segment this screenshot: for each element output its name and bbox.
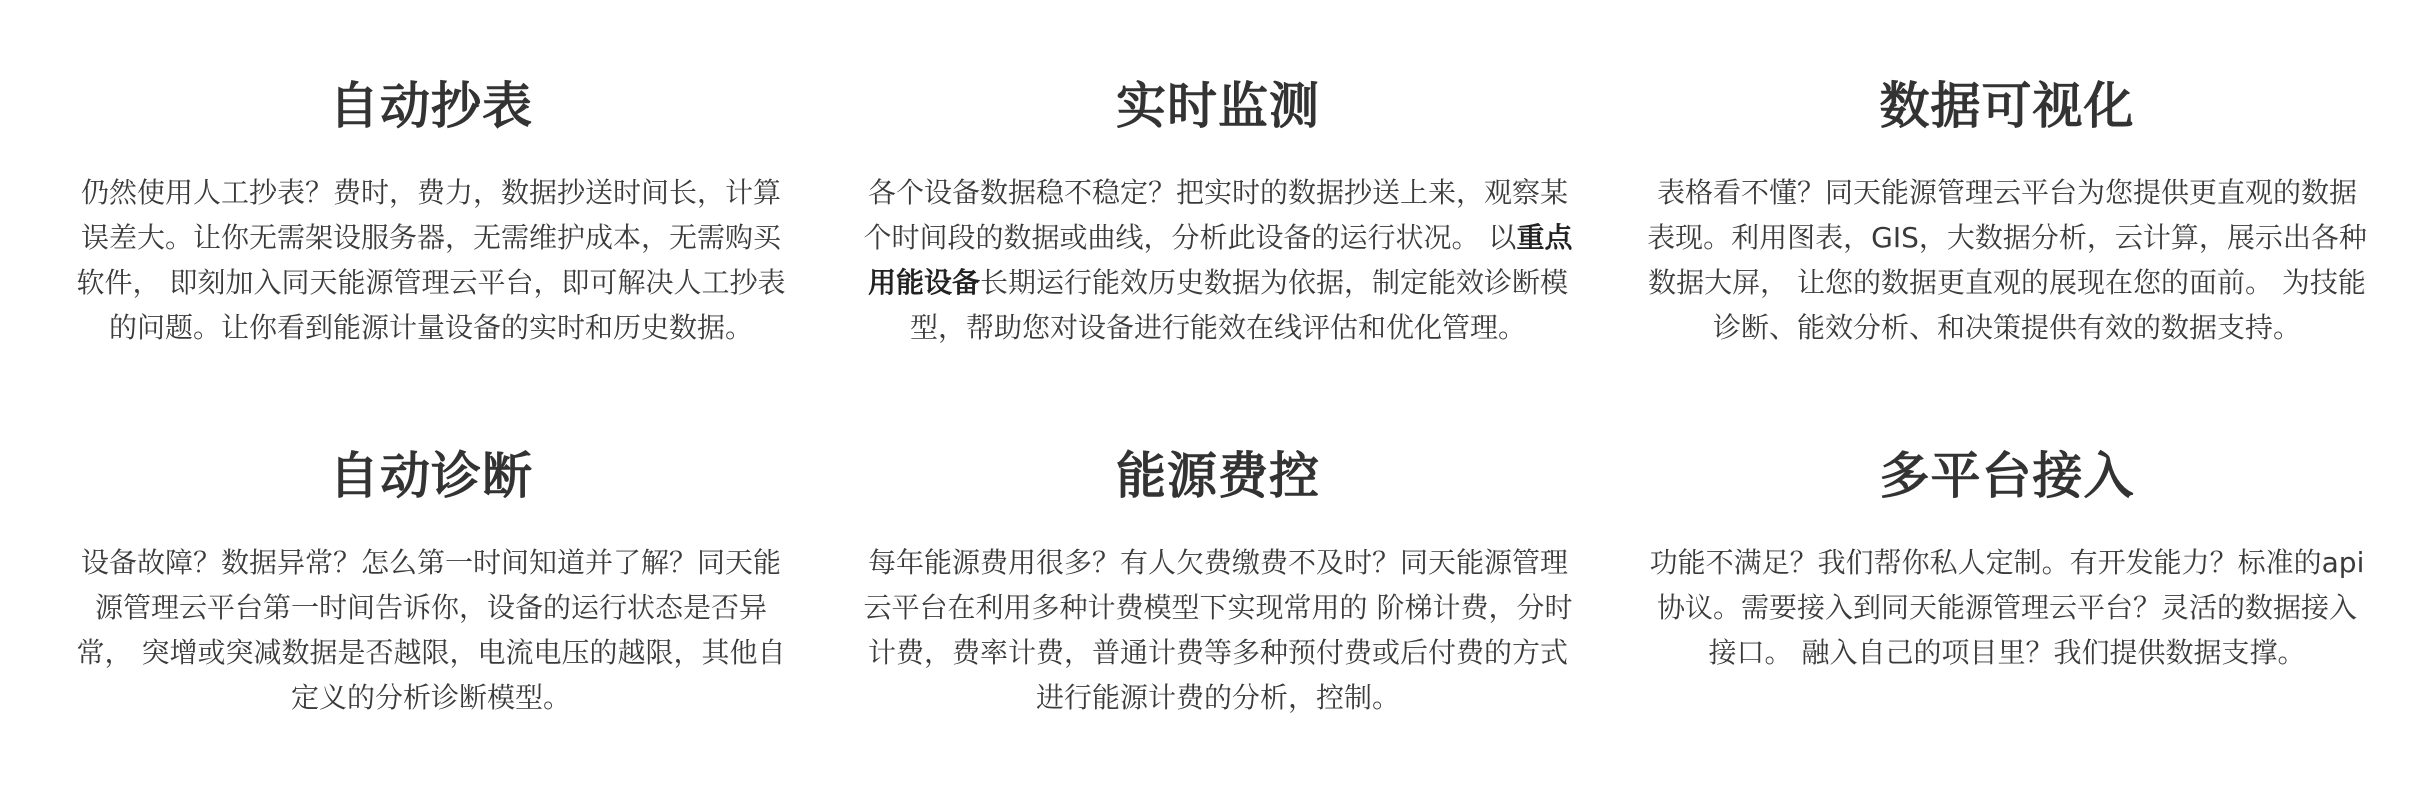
- feature-title: 自动抄表: [329, 77, 533, 135]
- feature-description: 功能不满足？我们帮你私人定制。有开发能力？标准的api协议。需要接入到同天能源管理云平台？灵活的数据接入接口。 融入自己的项目里？我们提供数据支撑。: [1649, 546, 2365, 669]
- feature-title: 多平台接入: [1879, 447, 2135, 505]
- feature-description-text: 长期运行能效历史数据为依据，制定能效诊断模型，帮助您对设备进行能效在线评估和优化管理。: [909, 266, 1569, 344]
- feature-description: 仍然使用人工抄表？费时，费力，数据抄送时间长，计算误差大。让你无需架设服务器，无需维护成本，无需购买软件， 即刻加入同天能源管理云平台，即可解决人工抄表的问题。让你看到能源计量设备的实时和历史数据。: [76, 176, 786, 344]
- feature-title: 数据可视化: [1879, 77, 2135, 135]
- feature-title: 实时监测: [1116, 77, 1320, 135]
- feature-card-realtime-monitoring: [858, 74, 1578, 350]
- feature-description: 表格看不懂？同天能源管理云平台为您提供更直观的数据表现。利用图表，GIS，大数据分析，云计算，展示出各种数据大屏， 让您的数据更直观的展现在您的面前。 为技能诊断、能效分析、和决策提供有效的数据支持。: [1647, 176, 2367, 344]
- feature-description: 每年能源费用很多？有人欠费缴费不及时？同天能源管理云平台在利用多种计费模型下实现常用的 阶梯计费，分时计费，费率计费，普通计费等多种预付费或后付费的方式进行能源计费的分析，控制。: [863, 546, 1573, 714]
- feature-card-data-visualization: [1647, 74, 2367, 350]
- feature-card-multi-platform-access: [1647, 444, 2367, 675]
- feature-description: [858, 170, 1578, 350]
- feature-description-text: 各个设备数据稳不稳定？把实时的数据抄送上来，观察某个时间段的数据或曲线，分析此设备的运行状况。 以: [863, 176, 1568, 254]
- feature-description: 设备故障？数据异常？怎么第一时间知道并了解？同天能源管理云平台第一时间告诉你，设备的运行状态是否异常， 突增或突减数据是否越限，电流电压的越限，其他自定义的分析诊断模型。: [76, 546, 786, 714]
- feature-card-auto-meter-reading: [71, 74, 791, 350]
- feature-description-highlight: 重点用能设备: [867, 221, 1573, 299]
- feature-title: 自动诊断: [329, 447, 533, 505]
- feature-card-auto-diagnosis: [71, 444, 791, 720]
- feature-card-energy-billing-control: [858, 444, 1578, 720]
- feature-title: 能源费控: [1116, 447, 1320, 505]
